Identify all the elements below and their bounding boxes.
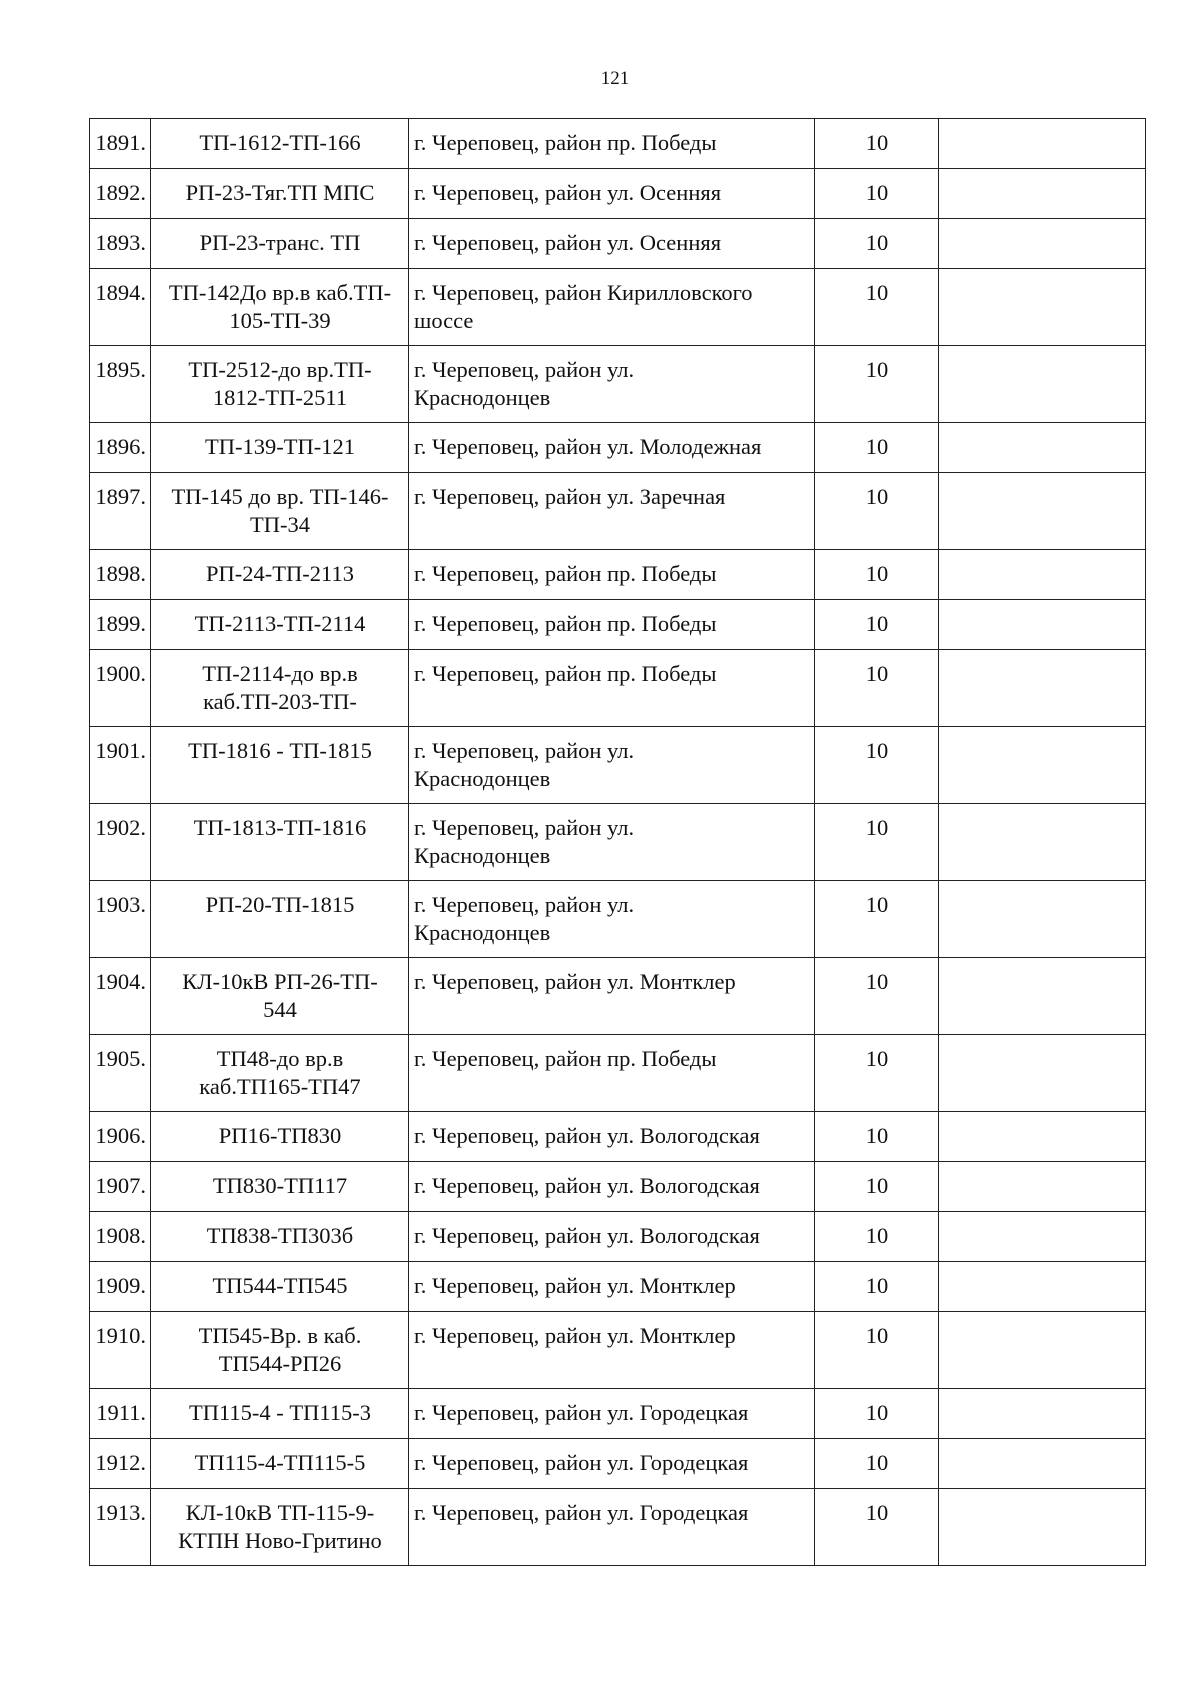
line-name-line: ТП115-4-ТП115-5 [194,1450,366,1475]
table-row [90,1389,1146,1439]
note-cell [939,881,1146,958]
address-line: Краснодонцев [414,385,551,410]
line-name-line: ТП-2114-до вр.в [202,661,358,686]
row-number-cell: 1892. [90,169,151,219]
note-cell [939,1035,1146,1112]
voltage-cell: 10 [815,423,939,473]
line-name-line: ТП544-РП26 [218,1351,342,1376]
table-row [90,1489,1146,1566]
table-row [90,1035,1146,1112]
line-name-cell [151,1035,409,1112]
line-name-cell [151,727,409,804]
line-name-line: ТП48-до вр.в [216,1046,344,1071]
voltage-cell: 10 [815,727,939,804]
line-name-cell [151,169,409,219]
line-name-cell [151,1312,409,1389]
voltage-cell: 10 [815,650,939,727]
line-name-line: ТП115-4 - ТП115-3 [188,1400,372,1425]
note-cell [939,346,1146,423]
address-cell [409,473,815,550]
table-row [90,550,1146,600]
line-name-line: КТПН Ново-Гритино [178,1528,382,1553]
address-line: г. Череповец, район пр. Победы [414,130,717,155]
address-cell [409,169,815,219]
voltage-cell: 10 [815,1112,939,1162]
table-row [90,1439,1146,1489]
note-cell [939,1312,1146,1389]
note-cell [939,600,1146,650]
line-name-line: ТП-145 до вр. ТП-146- [171,484,389,509]
address-line: г. Череповец, район ул. Монтклер [414,1323,736,1348]
line-name-line: РП-23-Тяг.ТП МПС [185,180,375,205]
note-cell [939,169,1146,219]
voltage-cell: 10 [815,550,939,600]
address-cell [409,219,815,269]
note-cell [939,1112,1146,1162]
table-row [90,1162,1146,1212]
table-row [90,219,1146,269]
table-row [90,600,1146,650]
address-line: г. Череповец, район ул. [414,815,635,840]
voltage-cell: 10 [815,1212,939,1262]
line-name-cell [151,650,409,727]
line-name-cell [151,1212,409,1262]
address-line: Краснодонцев [414,766,551,791]
row-number-cell: 1910. [90,1312,151,1389]
line-name-line: каб.ТП165-ТП47 [199,1074,361,1099]
address-cell [409,1489,815,1566]
table-row [90,881,1146,958]
address-cell [409,1439,815,1489]
address-line: шоссе [414,308,474,333]
row-number-cell: 1906. [90,1112,151,1162]
table-row [90,1112,1146,1162]
address-cell [409,1112,815,1162]
line-name-line: КЛ-10кВ РП-26-ТП- [182,969,378,994]
row-number-cell: 1907. [90,1162,151,1212]
address-cell [409,1389,815,1439]
line-name-line: ТП-2512-до вр.ТП- [188,357,372,382]
address-cell [409,600,815,650]
note-cell [939,1489,1146,1566]
address-line: г. Череповец, район ул. Монтклер [414,1273,736,1298]
address-line: г. Череповец, район пр. Победы [414,561,717,586]
address-cell [409,1035,815,1112]
voltage-cell: 10 [815,1162,939,1212]
line-name-line: 105-ТП-39 [229,308,331,333]
address-line: г. Череповец, район ул. Вологодская [414,1123,760,1148]
line-name-line: ТП838-ТП303б [206,1223,354,1248]
address-line: г. Череповец, район ул. [414,357,635,382]
line-name-cell [151,219,409,269]
address-cell [409,650,815,727]
row-number-cell: 1901. [90,727,151,804]
row-number-cell: 1913. [90,1489,151,1566]
line-name-line: ТП-1813-ТП-1816 [193,815,367,840]
line-name-cell [151,119,409,169]
row-number-cell: 1902. [90,804,151,881]
note-cell [939,1162,1146,1212]
voltage-cell: 10 [815,1439,939,1489]
voltage-cell: 10 [815,1489,939,1566]
table-row [90,169,1146,219]
line-name-line: РП16-ТП830 [218,1123,342,1148]
address-line: г. Череповец, район ул. Вологодская [414,1223,760,1248]
row-number-cell: 1897. [90,473,151,550]
line-name-line: РП-24-ТП-2113 [206,561,354,586]
row-number-cell: 1896. [90,423,151,473]
line-name-line: ТП545-Вр. в каб. [198,1323,362,1348]
table-row [90,423,1146,473]
note-cell [939,550,1146,600]
row-number-cell: 1900. [90,650,151,727]
row-number-cell: 1911. [90,1389,151,1439]
voltage-cell: 10 [815,1389,939,1439]
address-cell [409,1312,815,1389]
table-row [90,650,1146,727]
address-line: г. Череповец, район пр. Победы [414,661,717,686]
cable-line-registry-table [89,118,1146,1566]
table-row [90,1312,1146,1389]
row-number-cell: 1899. [90,600,151,650]
row-number-cell: 1904. [90,958,151,1035]
address-cell [409,804,815,881]
address-cell [409,119,815,169]
line-name-line: каб.ТП-203-ТП- [203,689,357,714]
row-number-cell: 1895. [90,346,151,423]
address-cell [409,346,815,423]
address-line: г. Череповец, район ул. Монтклер [414,969,736,994]
line-name-line: 1812-ТП-2511 [212,385,348,410]
address-line: г. Череповец, район ул. Молодежная [414,434,762,459]
table-row [90,1212,1146,1262]
note-cell [939,473,1146,550]
note-cell [939,1439,1146,1489]
address-cell [409,269,815,346]
note-cell [939,1262,1146,1312]
note-cell [939,423,1146,473]
line-name-line: ТП830-ТП117 [212,1173,348,1198]
address-line: г. Череповец, район ул. Городецкая [414,1450,749,1475]
line-name-cell [151,346,409,423]
voltage-cell: 10 [815,346,939,423]
address-line: г. Череповец, район ул. [414,892,635,917]
line-name-cell [151,600,409,650]
line-name-cell [151,881,409,958]
voltage-cell: 10 [815,1312,939,1389]
address-line: г. Череповец, район ул. Заречная [414,484,726,509]
note-cell [939,650,1146,727]
note-cell [939,727,1146,804]
row-number-cell: 1912. [90,1439,151,1489]
line-name-line: ТП-1612-ТП-166 [199,130,361,155]
table-row [90,473,1146,550]
note-cell [939,269,1146,346]
voltage-cell: 10 [815,269,939,346]
note-cell [939,219,1146,269]
voltage-cell: 10 [815,169,939,219]
line-name-line: РП-20-ТП-1815 [205,892,355,917]
note-cell [939,958,1146,1035]
row-number-cell: 1908. [90,1212,151,1262]
voltage-cell: 10 [815,1262,939,1312]
table-row [90,804,1146,881]
row-number-cell: 1891. [90,119,151,169]
address-line: г. Череповец, район ул. Городецкая [414,1400,749,1425]
line-name-cell [151,1439,409,1489]
line-name-line: ТП-2113-ТП-2114 [194,611,366,636]
line-name-line: ТП-139-ТП-121 [205,434,355,459]
address-line: г. Череповец, район пр. Победы [414,611,717,636]
line-name-cell [151,958,409,1035]
voltage-cell: 10 [815,219,939,269]
page-number: 121 [600,68,630,89]
row-number-cell: 1898. [90,550,151,600]
row-number-cell: 1894. [90,269,151,346]
line-name-cell [151,269,409,346]
address-cell [409,1212,815,1262]
voltage-cell: 10 [815,600,939,650]
row-number-cell: 1909. [90,1262,151,1312]
voltage-cell: 10 [815,473,939,550]
note-cell [939,804,1146,881]
table-row [90,346,1146,423]
line-name-line: РП-23-транс. ТП [199,230,361,255]
address-cell [409,1262,815,1312]
row-number-cell: 1893. [90,219,151,269]
address-line: г. Череповец, район Кирилловского [414,280,753,305]
address-cell [409,1162,815,1212]
voltage-cell: 10 [815,1035,939,1112]
voltage-cell: 10 [815,119,939,169]
voltage-cell: 10 [815,958,939,1035]
line-name-line: 544 [263,997,297,1022]
address-line: г. Череповец, район ул. Вологодская [414,1173,760,1198]
line-name-cell [151,1162,409,1212]
table-row [90,958,1146,1035]
address-line: г. Череповец, район ул. Осенняя [414,230,722,255]
line-name-cell [151,804,409,881]
table-row [90,727,1146,804]
line-name-cell [151,1262,409,1312]
note-cell [939,119,1146,169]
address-line: г. Череповец, район пр. Победы [414,1046,717,1071]
address-cell [409,881,815,958]
address-line: г. Череповец, район ул. Городецкая [414,1500,749,1525]
note-cell [939,1212,1146,1262]
line-name-line: ТП-1816 - ТП-1815 [188,738,372,763]
line-name-line: ТП-34 [250,512,310,537]
line-name-cell [151,1489,409,1566]
address-line: г. Череповец, район ул. [414,738,635,763]
note-cell [939,1389,1146,1439]
address-cell [409,958,815,1035]
table-body [90,119,1146,1566]
table-row [90,119,1146,169]
line-name-cell [151,1112,409,1162]
line-name-line: ТП544-ТП545 [212,1273,348,1298]
address-cell [409,550,815,600]
line-name-line: ТП-142До вр.в каб.ТП- [168,280,392,305]
line-name-cell [151,550,409,600]
address-line: Краснодонцев [414,920,551,945]
row-number-cell: 1905. [90,1035,151,1112]
address-cell [409,423,815,473]
line-name-line: КЛ-10кВ ТП-115-9- [185,1500,375,1525]
address-cell [409,727,815,804]
line-name-cell [151,1389,409,1439]
address-line: Краснодонцев [414,843,551,868]
line-name-cell [151,423,409,473]
voltage-cell: 10 [815,804,939,881]
line-name-cell [151,473,409,550]
row-number-cell: 1903. [90,881,151,958]
voltage-cell: 10 [815,881,939,958]
table-row [90,1262,1146,1312]
address-line: г. Череповец, район ул. Осенняя [414,180,722,205]
table-row [90,269,1146,346]
